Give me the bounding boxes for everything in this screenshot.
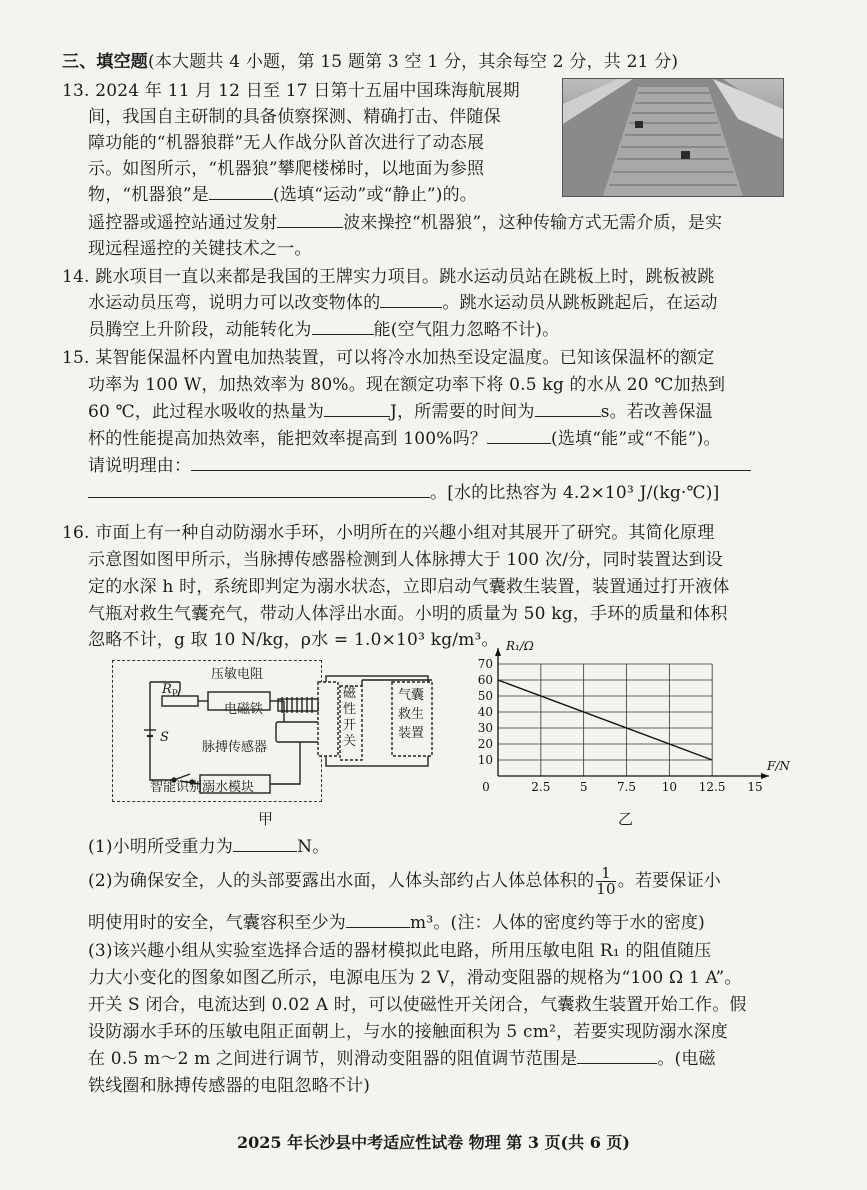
answer-blank[interactable]	[380, 293, 442, 308]
q15-line-3	[88, 397, 713, 422]
q16-text: 在 0.5 m～2 m 之间进行调节，则滑动变阻器的阻值调节范围是	[88, 1049, 578, 1069]
q15-text: 60 ℃，此过程水吸收的热量为	[88, 402, 325, 422]
q15-line-1: 15. 某智能保温杯内置电加热装置，可以将冷水加热至设定温度。已知该保温杯的额定	[62, 348, 715, 368]
q16-part-3-line-3: 开关 S 闭合，电流达到 0.02 A 时，可以使磁性开关闭合，气囊救生装置开始工作。假	[88, 995, 747, 1015]
answer-blank[interactable]	[312, 320, 374, 335]
y-tick-label: 60	[477, 673, 493, 687]
y-tick-label: 30	[477, 721, 493, 735]
q16-text: 明使用时的安全，气囊容积至少为	[88, 913, 346, 933]
q16-text: 。(电磁	[657, 1049, 716, 1069]
x-tick-label: 7.5	[616, 780, 637, 794]
q16-line-3: 定的水深 h 时，系统即判定为溺水状态，立即启动气囊救生装置，装置通过打开液体	[88, 577, 730, 597]
q16-part-3-line-6: 铁线圈和脉搏传感器的电阻忽略不计)	[88, 1076, 371, 1096]
y-tick-label: 40	[477, 705, 493, 719]
x-tick-label: 12.5	[698, 780, 726, 794]
q13-text: 波来操控“机器狼”，这种传输方式无需介质，是实	[343, 213, 723, 233]
q16-text: 。若要保证小	[617, 871, 721, 891]
q15-line-6	[88, 478, 719, 503]
answer-blank[interactable]	[487, 429, 551, 444]
y-axis-arrow	[495, 648, 501, 656]
q13-line-4: 示。如图所示，“机器狼”攀爬楼梯时，以地面为参照	[88, 159, 485, 179]
answer-blank[interactable]	[191, 456, 751, 471]
q13-text: (选填“运动”或“静止”)的。	[272, 185, 478, 205]
robot-wolf-photo	[562, 78, 784, 197]
airbag-device-label: 气囊 救生 装置	[397, 688, 424, 741]
q16-part-3-line-5	[88, 1044, 716, 1069]
q13-line-6	[88, 208, 722, 233]
electromagnet-label: 电磁铁	[224, 702, 264, 717]
y-tick-label: 50	[477, 689, 493, 703]
q16-text: N。	[297, 837, 330, 857]
q15-text: s。若改善保温	[600, 402, 713, 422]
section-note: (本大题共 4 小题，第 15 题第 3 空 1 分，其余每空 2 分，共 21 分)	[148, 52, 679, 72]
q15-text: J，所需要的时间为	[390, 402, 535, 422]
q14-line-1: 14. 跳水项目一直以来都是我国的王牌实力项目。跳水运动员站在跳板上时，跳板被跳	[62, 267, 715, 287]
rp-label: $R_P$	[162, 682, 178, 700]
q14-text: 员腾空上升阶段，动能转化为	[88, 320, 312, 340]
q13-text: 遥控器或遥控站通过发射	[88, 213, 278, 233]
resistance-line	[498, 680, 712, 760]
q16-text: m³。(注：人体的密度约等于水的密度)	[410, 913, 705, 933]
q14-line-2	[88, 288, 718, 313]
y-tick-label: 70	[477, 657, 493, 671]
page-footer: 2025 年长沙县中考适应性试卷 物理 第 3 页(共 6 页)	[237, 1133, 630, 1152]
answer-blank[interactable]	[233, 837, 297, 852]
answer-blank[interactable]	[88, 483, 430, 498]
q16-part-2	[88, 866, 721, 897]
q14-text: 。跳水运动员从跳板跳起后，在运动	[442, 293, 718, 313]
coil-icon	[276, 695, 324, 715]
q16-part-2-cont	[88, 908, 705, 933]
answer-blank[interactable]	[535, 402, 601, 417]
q14-line-3	[88, 315, 559, 340]
q13-line-3: 障功能的“机器狼群”无人作战分队首次进行了动态展	[88, 133, 485, 153]
q15-line-5	[88, 451, 751, 476]
answer-blank[interactable]	[277, 213, 343, 228]
figure-label-jia: 甲	[258, 810, 274, 828]
q15-text: 杯的性能提高加热效率，能把效率提高到 100%吗？	[88, 429, 488, 449]
q16-part-3-line-4: 设防溺水手环的压敏电阻正面朝上，与水的接触面积为 5 cm²，若要实现防溺水深度	[88, 1022, 729, 1042]
module-caption: 智能识别溺水模块	[150, 780, 255, 795]
q13-line-5	[88, 180, 477, 205]
resistance-force-chart	[470, 639, 790, 800]
pressure-resistor-label: 压敏电阻	[211, 667, 264, 682]
q16-line-5: 忽略不计，g 取 10 N/kg，ρ水 = 1.0×10³ kg/m³。	[88, 630, 499, 650]
switch-s-label: S	[160, 730, 169, 745]
q13-line-2: 间，我国自主研制的具备侦察探测、精确打击、伴随保	[88, 107, 501, 127]
q15-text: (选填“能”或“不能”)。	[551, 429, 721, 449]
one-tenth-fraction: $\frac{1}{10}$	[596, 864, 616, 898]
x-tick-label: 2.5	[531, 780, 551, 794]
x-tick-label: 15	[747, 780, 763, 794]
q16-line-1: 16. 市面上有一种自动防溺水手环，小明所在的兴趣小组对其展开了研究。其简化原理	[62, 523, 715, 543]
q13-line-1: 13. 2024 年 11 月 12 日至 17 日第十五届中国珠海航展期	[62, 81, 520, 101]
figure-label-yi: 乙	[618, 810, 634, 828]
y-tick-label: 10	[477, 753, 493, 767]
q16-part-3-line-2: 力大小变化的图象如图乙所示，电源电压为 2 V，滑动变阻器的规格为“100 Ω 1 A”。	[88, 968, 742, 988]
x-tick-label: 5	[579, 780, 588, 794]
stairs-illustration	[563, 79, 783, 196]
pulse-sensor-label: 脉搏传感器	[202, 740, 268, 755]
answer-blank[interactable]	[346, 913, 410, 928]
q16-text: (1)小明所受重力为	[88, 837, 234, 857]
magnetic-switch-label: 磁 性 开 关	[343, 686, 357, 749]
answer-blank[interactable]	[577, 1049, 657, 1064]
q16-line-4: 气瓶对救生气囊充气，带动人体浮出水面。小明的质量为 50 kg，手环的质量和体积	[88, 604, 728, 624]
q15-text: 。[水的比热容为 4.2×10³ J/(kg·℃)]	[430, 483, 720, 503]
x-tick-label: 10	[661, 780, 677, 794]
y-axis-label: R₁/Ω	[506, 639, 534, 653]
q14-text: 能(空气阻力忽略不计)。	[373, 320, 560, 340]
q16-text: (2)为确保安全，人的头部要露出水面，人体头部约占人体总体积的	[88, 871, 595, 891]
q14-text: 水运动员压弯，说明力可以改变物体的	[88, 293, 381, 313]
answer-blank[interactable]	[209, 185, 273, 200]
y-tick-label: 20	[477, 737, 493, 751]
x-axis-arrow	[761, 773, 769, 779]
answer-blank[interactable]	[324, 402, 390, 417]
q15-line-2: 功率为 100 W，加热效率为 80%。现在额定功率下将 0.5 kg 的水从 20 ℃加热到	[88, 375, 726, 395]
x-tick-label: 0	[482, 780, 490, 794]
q13-line-7: 现远程遥控的关键技术之一。	[88, 239, 312, 259]
q16-line-2: 示意图如图甲所示，当脉搏传感器检测到人体脉搏大于 100 次/分，同时装置达到设	[88, 550, 723, 570]
q13-text: 物，“机器狼”是	[88, 185, 209, 205]
q15-text: 请说明理由：	[88, 456, 192, 476]
section-header	[62, 47, 678, 72]
q16-part-1	[88, 832, 329, 857]
q15-line-4	[88, 424, 721, 449]
x-axis-label: F/N	[767, 759, 790, 773]
q16-part-3-line-1: (3)该兴趣小组从实验室选择合适的器材模拟此电路，所用压敏电阻 R₁ 的阻值随压	[88, 941, 712, 961]
section-title: 三、填空题	[62, 52, 148, 72]
